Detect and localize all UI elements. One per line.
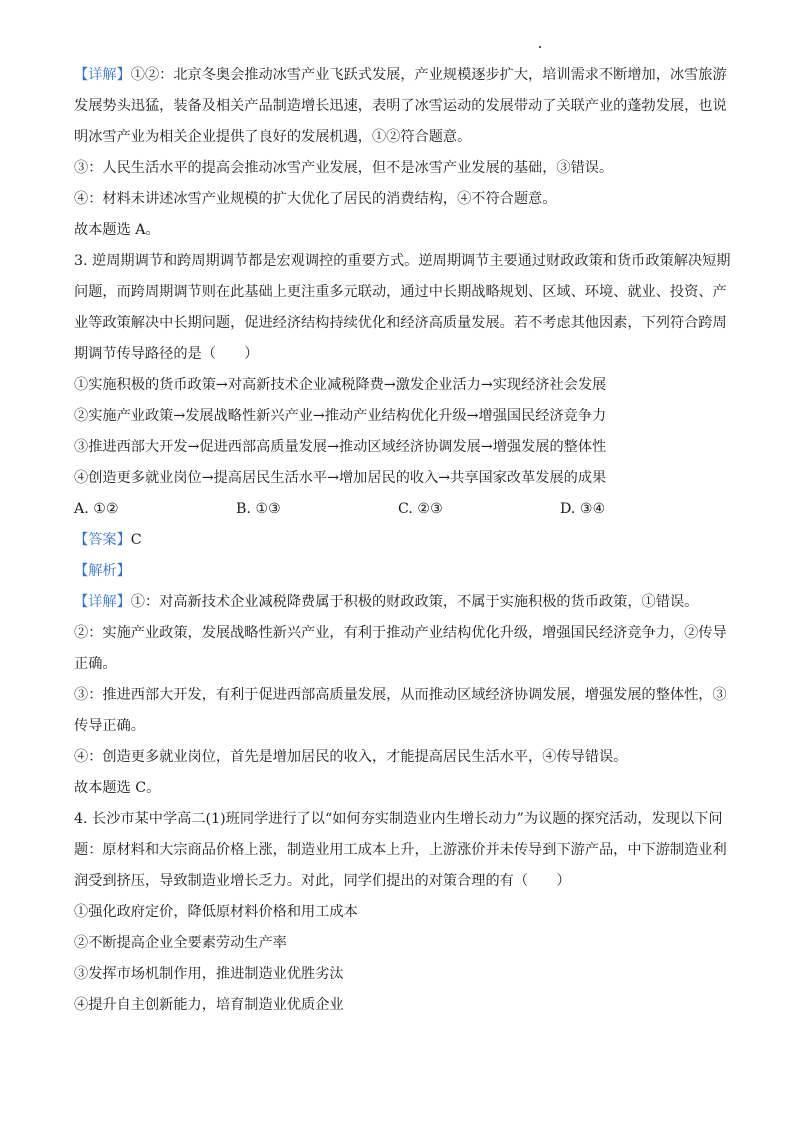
q3-options: [74, 494, 724, 525]
q3-conclusion: 故本题选 C。: [74, 780, 161, 796]
q4-item-1: ①强化政府定价，降低原材料价格和用工成本: [74, 904, 358, 920]
q4-stem-line-2: 题：原材料和大宗商品价格上涨，制造业用工成本上升，上游涨价并未传导到下游产品，中下游制造业利: [74, 842, 727, 858]
answer-value: C: [130, 532, 142, 548]
explain-tag: 【详解】: [74, 594, 131, 610]
q2-explain-line-2: 发展势头迅猛，装备及相关产品制造增长迅速，表明了冰雪运动的发展带动了关联产业的蓬勃发展，也说: [74, 98, 727, 114]
q4-item-3: ③发挥市场机制作用，推进制造业优胜劣汰: [74, 966, 344, 982]
q3-explain-line-2: ②：实施产业政策，发展战略性新兴产业，有利于推动产业结构优化升级，增强国民经济竞争力，②传导: [74, 625, 727, 641]
q2-explain-line-4: ③：人民生活水平的提高会推动冰雪产业发展，但不是冰雪产业发展的基础，③错误。: [74, 160, 614, 176]
q4-stem-line-1: 4. 长沙市某中学高二(1)班同学进行了以“如何夯实制造业内生增长动力”为议题的探究活动，发现以下问: [74, 811, 723, 827]
q3-item-4: ④创造更多就业岗位→提高居民生活水平→增加居民的收入→共享国家改革发展的成果: [74, 470, 607, 486]
q3-item-1: ①实施积极的货币政策→对高新技术企业减税降费→激发企业活力→实现经济社会发展: [74, 377, 607, 393]
q3-stem-line-4: 期调节传导路径的是（ ）: [74, 346, 259, 362]
q3-explain-line-3: 正确。: [74, 656, 117, 672]
q3-stem-line-1: 3. 逆周期调节和跨周期调节都是宏观调控的重要方式。逆周期调节主要通过财政政策和货币政策解决短期: [74, 253, 731, 269]
q3-option-b: B. ①③: [236, 501, 281, 517]
q3-explain-line-6: ④：创造更多就业岗位，首先是增加居民的收入，才能提高居民生活水平，④传导错误。: [74, 749, 628, 765]
q3-option-c: C. ②③: [398, 501, 443, 517]
q3-option-d: D. ③④: [560, 501, 606, 517]
q4-item-4: ④提升自主创新能力，培育制造业优质企业: [74, 997, 344, 1013]
q3-explain-line-5: 传导正确。: [74, 718, 145, 734]
analysis-tag: 【解析】: [74, 563, 131, 579]
q3-item-2: ②实施产业政策→发展战略性新兴产业→推动产业结构优化升级→增强国民经济竞争力: [74, 408, 607, 424]
q3-analysis-heading: [74, 556, 724, 587]
q3-stem-line-3: 业等政策解决中长期问题，促进经济结构持续优化和经济高质量发展。若不考虑其他因素，下列符合跨周: [74, 315, 727, 331]
q3-item-3: ③推进西部大开发→促进西部高质量发展→推动区域经济协调发展→增强发展的整体性: [74, 439, 607, 455]
document-page: [74, 60, 731, 1021]
q3-explain-line-1: 【详解】①：对高新技术企业减税降费属于积极的财政政策，不属于实施积极的货币政策，①错误。: [74, 594, 699, 610]
q3-explain-line-4: ③：推进西部大开发，有利于促进西部高质量发展，从而推动区域经济协调发展，增强发展的整体性，③: [74, 687, 727, 703]
q3-answer: [74, 525, 724, 556]
q4-item-2: ②不断提高企业全要素劳动生产率: [74, 935, 287, 951]
q3-option-a: A. ①②: [74, 501, 119, 517]
q2-conclusion: 故本题选 A。: [74, 222, 160, 238]
q3-stem-line-2: 问题，而跨周期调节则在此基础上更注重多元联动，通过中长期战略规划、区域、环境、就业、投资、产: [74, 284, 727, 300]
q2-explain-line-5: ④：材料未讲述冰雪产业规模的扩大优化了居民的消费结构，④不符合题意。: [74, 191, 557, 207]
explain-tag: 【详解】: [74, 67, 131, 83]
scan-dot: [539, 46, 541, 48]
q4-stem-line-3: 润受到挤压，导致制造业增长乏力。对此，同学们提出的对策合理的有（ ）: [74, 873, 571, 889]
q2-explain-line-1: 【详解】①②：北京冬奥会推动冰雪产业飞跃式发展，产业规模逐步扩大，培训需求不断增加，冰雪旅游: [74, 67, 727, 83]
answer-tag: 【答案】: [74, 532, 131, 548]
q2-explain-line-3: 明冰雪产业为相关企业提供了良好的发展机遇，①②符合题意。: [74, 129, 472, 145]
